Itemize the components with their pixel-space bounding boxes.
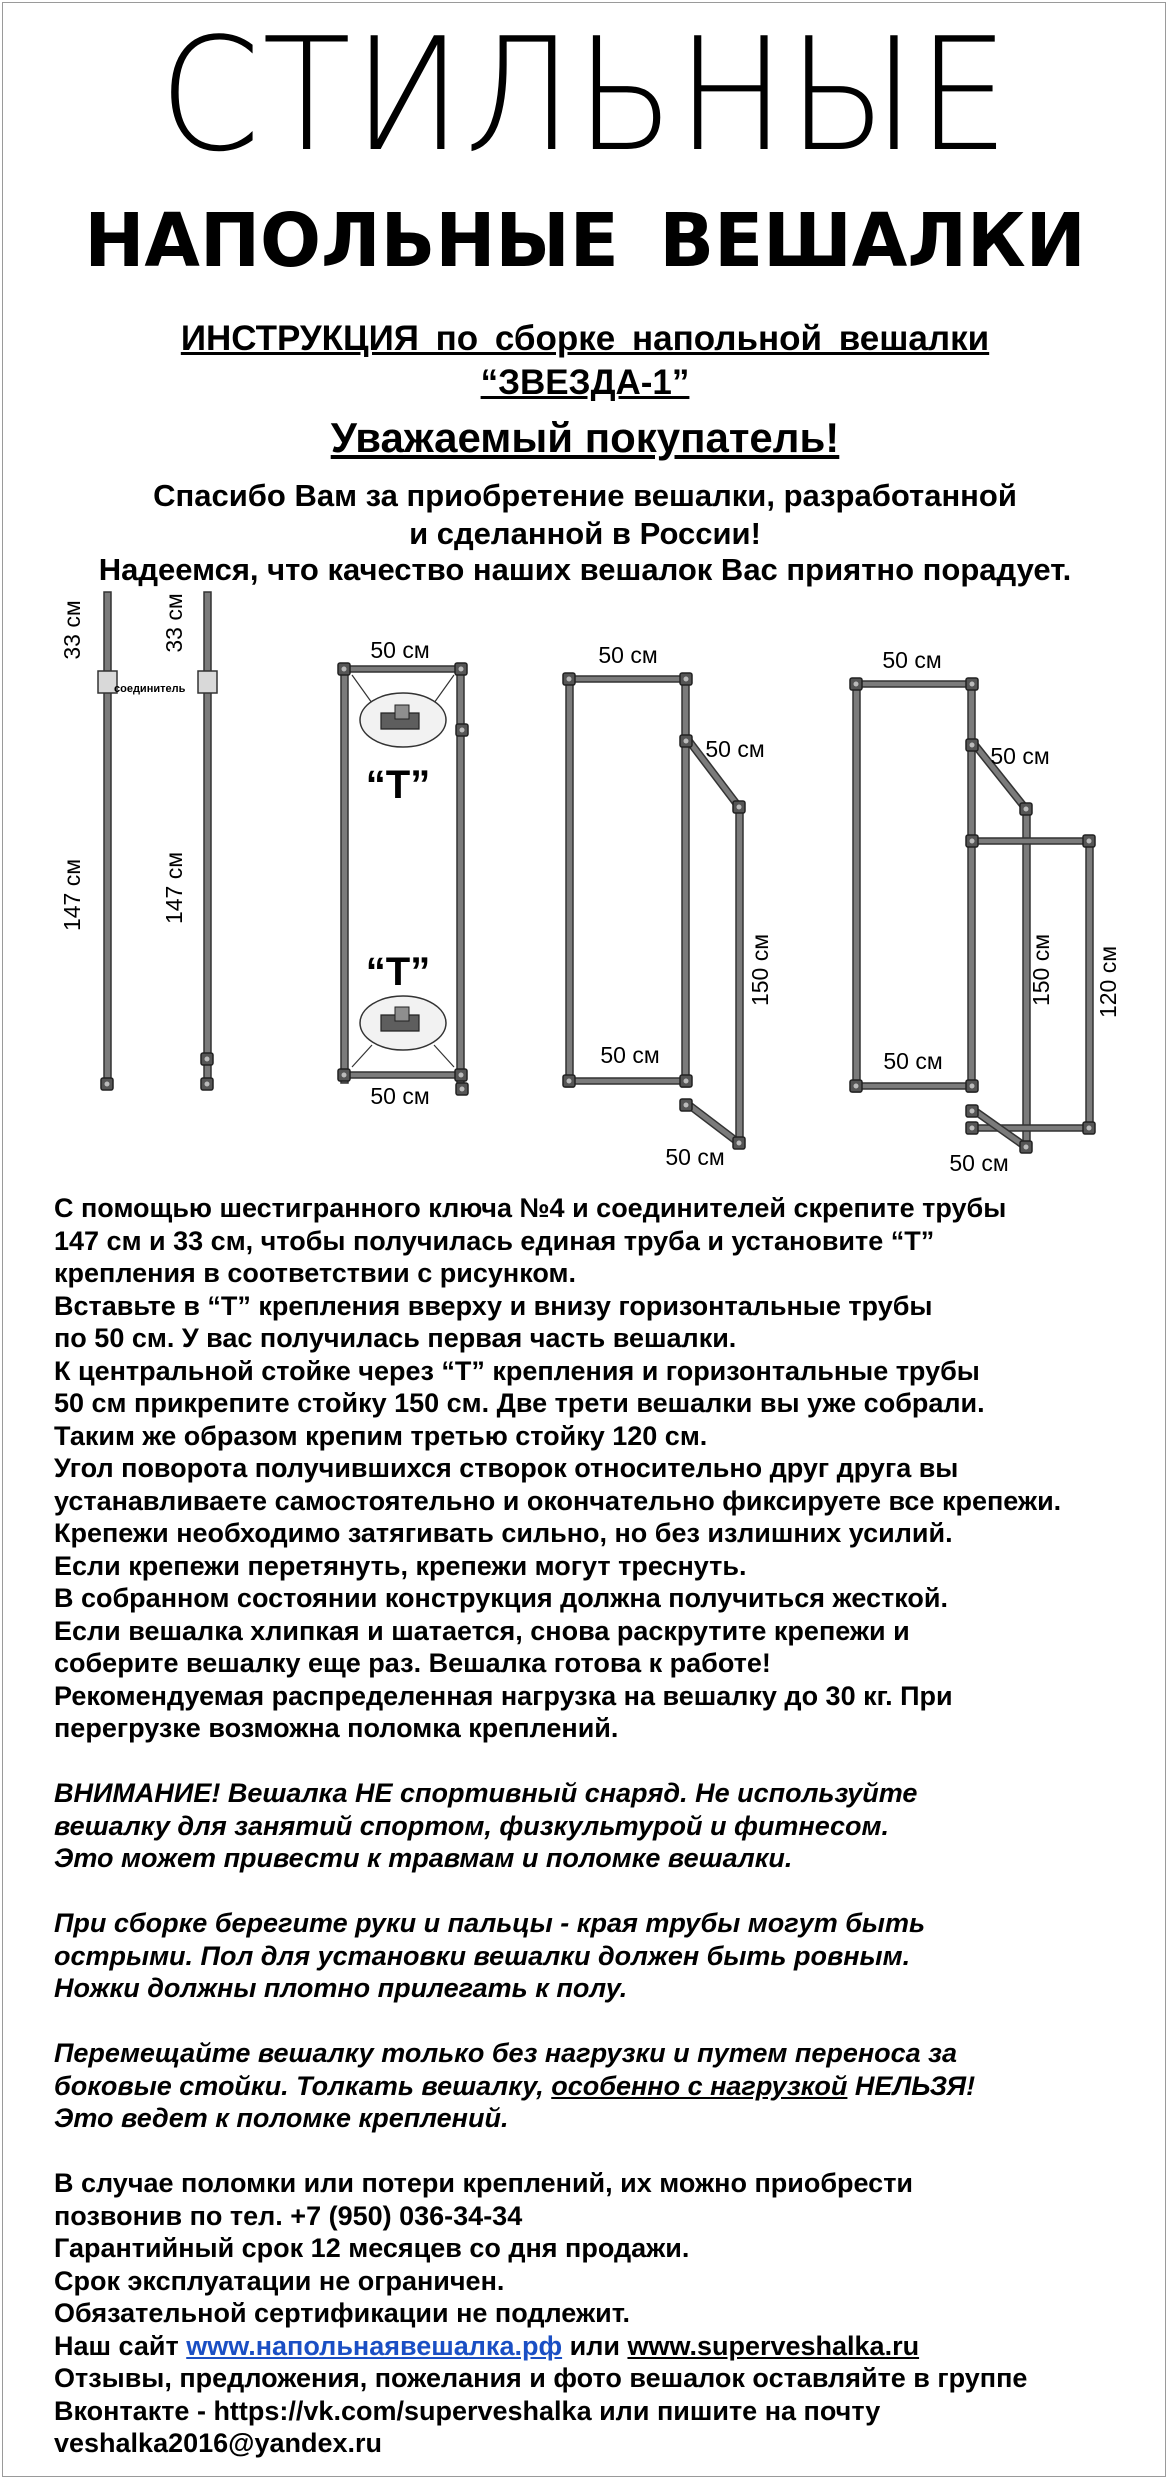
feedback-line: Отзывы, предложения, пожелания и фото вешалок оставляйте в группе — [54, 2363, 1028, 2393]
feedback-line: veshalka2016@yandex.ru — [54, 2428, 383, 2458]
instruction-line: Угол поворота получившихся створок относительно друг друга вы — [54, 1453, 959, 1483]
instruction-line: 147 см и 33 см, чтобы получилась единая труба и установите “Т” — [54, 1225, 935, 1256]
contact-block — [54, 2167, 1154, 2330]
frame-2-bottom-label: 50 см — [600, 1042, 660, 1068]
instruction-line: соберите вешалку еще раз. Вешалка готова к работе! — [54, 1648, 771, 1678]
moving-line-1: Перемещайте вешалку только без нагрузки и путем переноса за — [54, 2038, 957, 2068]
assembly-diagram — [0, 585, 1170, 1185]
pipe-2-bottom-label: 147 см — [161, 851, 187, 925]
care-line: острыми. Пол для установки вешалки должен быть ровным. — [54, 1940, 911, 1971]
pipe-1-bottom-label: 147 см — [59, 858, 85, 932]
contact-line: позвонив по тел. +7 (950) 036-34-34 — [54, 2200, 523, 2231]
frame-3-bottom-label: 50 см — [883, 1048, 943, 1074]
warning-line: вешалку для занятий спортом, физкультурой и фитнесом. — [54, 1810, 890, 1841]
thanks-line-1: Спасибо Вам за приобретение вешалки, разработанной — [153, 478, 1017, 513]
frame-3 — [850, 678, 1095, 1153]
instruction-line: Крепежи необходимо затягивать сильно, но без излишних усилий. — [54, 1518, 953, 1548]
thanks-line-2: и сделанной в России! — [409, 516, 761, 551]
product-name: “ЗВЕЗДА-1” — [480, 363, 690, 402]
site-prefix: Наш сайт — [54, 2330, 187, 2361]
pipe-1 — [98, 592, 117, 1090]
moving-line-2-emphasis: особенно с нагрузкой — [551, 2070, 848, 2101]
frame-1-bottom-label: 50 см — [370, 1083, 430, 1109]
instruction-line: устанавливаете самостоятельно и окончательно фиксируете все крепежи. — [54, 1485, 1062, 1516]
frame-3-top-label: 50 см — [882, 647, 942, 673]
instructions-text — [54, 1192, 1154, 2460]
care-block — [54, 1907, 1154, 2005]
moving-line-3: Это ведет к поломке креплений. — [54, 2103, 509, 2133]
frame-1 — [338, 663, 468, 1095]
warning-block — [54, 1777, 1154, 1875]
site-link-com[interactable]: www.superveshalka.ru — [627, 2330, 920, 2361]
feedback-block — [54, 2362, 1154, 2460]
t-fitting-detail-top — [352, 675, 454, 747]
assembly-steps — [54, 1192, 1154, 1745]
instruction-line: Если вешалка хлипкая и шатается, снова раскрутите крепежи и — [54, 1615, 910, 1646]
instruction-line: по 50 см. У вас получилась первая часть вешалки. — [54, 1323, 737, 1353]
instruction-line: В собранном состоянии конструкция должна получиться жесткой. — [54, 1583, 948, 1613]
t-label-top: “Т” — [365, 763, 431, 807]
frame-2-side-label: 50 см — [705, 736, 765, 762]
pipe-2-top-label: 33 см — [161, 593, 187, 653]
pipe-1-top-label: 33 см — [59, 600, 85, 660]
instruction-line: Рекомендуемая распределенная нагрузка на вешалку до 30 кг. При — [54, 1680, 953, 1711]
site-link-ru[interactable]: www.напольнаявешалка.рф — [186, 2330, 563, 2361]
care-line: Ножки должны плотно прилегать к полу. — [54, 1973, 628, 2003]
frame-3-side-label: 50 см — [990, 743, 1050, 769]
greeting-heading: Уважаемый покупатель! — [330, 414, 840, 461]
contact-line: Срок эксплуатации не ограничен. — [54, 2265, 505, 2296]
frame-3-outer-height-label: 120 см — [1095, 945, 1121, 1019]
t-fitting-detail-bottom — [352, 996, 454, 1067]
frame-2-low-label: 50 см — [665, 1144, 725, 1170]
frame-2-top-label: 50 см — [598, 642, 658, 668]
contact-line: В случае поломки или потери креплений, их можно приобрести — [54, 2168, 914, 2198]
feedback-line: Вконтакте - https://vk.com/superveshalka или пишите на почту — [54, 2395, 881, 2426]
connector-icon — [198, 671, 217, 693]
moving-block — [54, 2037, 1154, 2135]
moving-line-2 — [54, 2070, 1154, 2103]
connector-label: соединитель — [114, 683, 186, 695]
hope-line: Надеемся, что качество наших вешалок Вас приятно порадует. — [98, 552, 1072, 587]
pipe-2 — [198, 592, 217, 1090]
instruction-line: перегрузке возможна поломка креплений. — [54, 1713, 619, 1743]
frame-1-top-label: 50 см — [370, 637, 430, 663]
moving-line-2-end: НЕЛЬЗЯ! — [847, 2070, 976, 2101]
instruction-line: Если крепежи перетянуть, крепежи могут треснуть. — [54, 1550, 747, 1581]
contact-line: Гарантийный срок 12 месяцев со дня продажи. — [54, 2233, 690, 2263]
site-line — [54, 2330, 1154, 2363]
instruction-line: Таким же образом крепим третью стойку 120 см. — [54, 1420, 708, 1451]
contact-line: Обязательной сертификации не подлежит. — [54, 2298, 631, 2328]
frame-3-low-label: 50 см — [949, 1150, 1009, 1176]
warning-line: Это может привести к травмам и поломке вешалки. — [54, 1843, 793, 1873]
site-separator: или — [562, 2330, 628, 2361]
care-line: При сборке берегите руки и пальцы - края трубы могут быть — [54, 1908, 926, 1938]
brand-subtitle: НАПОЛЬНЫЕ ВЕШАЛКИ — [84, 198, 1086, 284]
frame-2-height-label: 150 см — [747, 933, 773, 1007]
instruction-line: крепления в соответствии с рисунком. — [54, 1258, 576, 1288]
moving-line-2-text: боковые стойки. Толкать вешалку, — [54, 2070, 552, 2101]
instruction-line: С помощью шестигранного ключа №4 и соединителей скрепите трубы — [54, 1193, 1007, 1223]
instruction-line: К центральной стойке через “Т” крепления и горизонтальные трубы — [54, 1355, 980, 1386]
instruction-line: 50 см прикрепите стойку 150 см. Две трети вешалки вы уже собрали. — [54, 1388, 985, 1418]
t-label-bottom: “Т” — [365, 950, 431, 994]
instruction-heading: ИНСТРУКЦИЯ по сборке напольной вешалки — [180, 319, 990, 358]
warning-line: ВНИМАНИЕ! Вешалка НЕ спортивный снаряд. Не используйте — [54, 1778, 918, 1808]
instruction-line: Вставьте в “Т” крепления вверху и внизу горизонтальные трубы — [54, 1290, 933, 1321]
brand-title: СТИЛЬНЫЕ — [159, 4, 1011, 186]
frame-3-height-label: 150 см — [1028, 933, 1054, 1007]
